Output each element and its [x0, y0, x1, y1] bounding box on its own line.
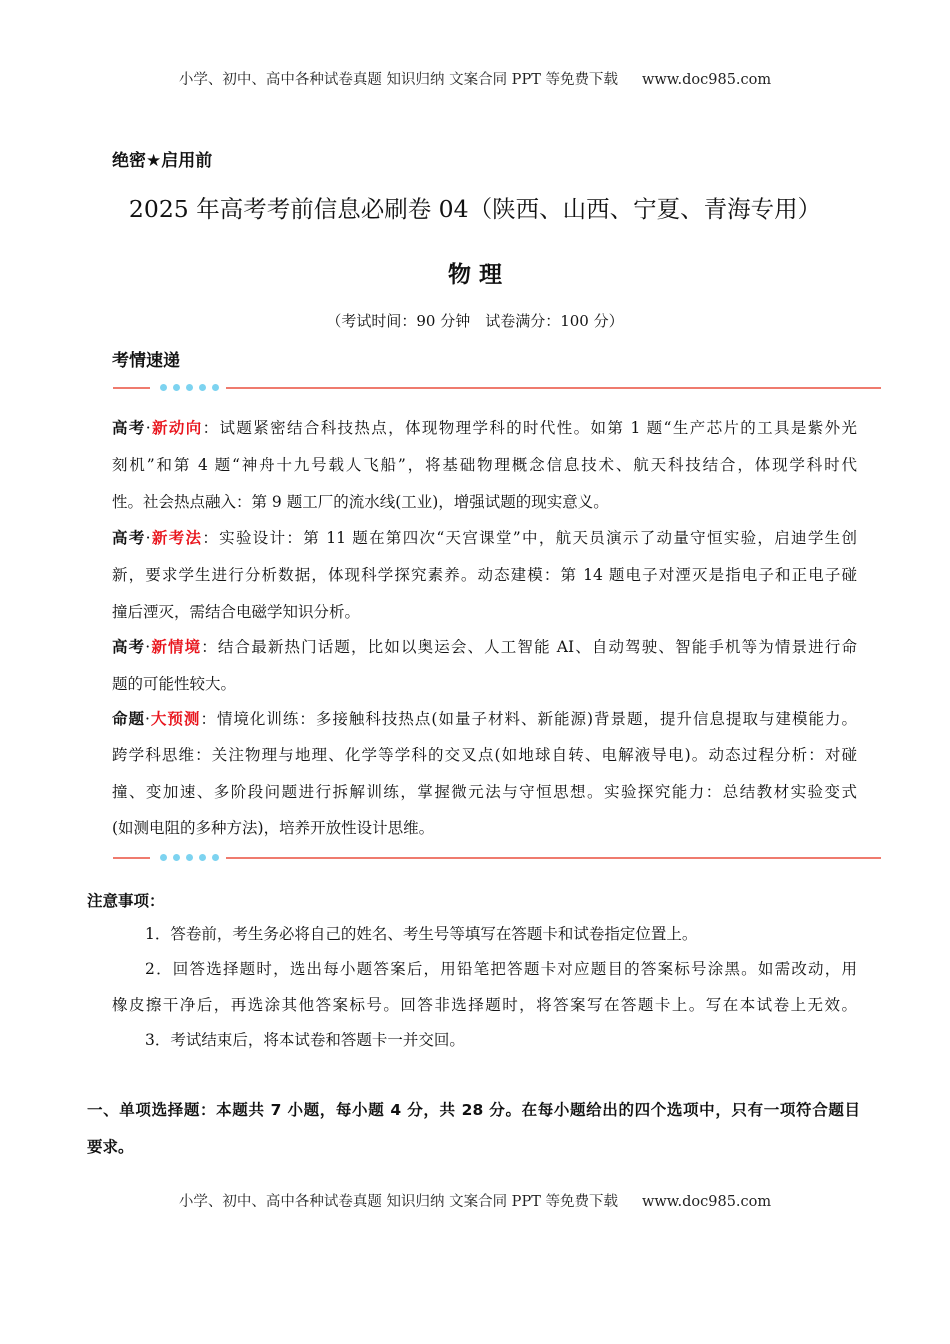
section-title: 考情速递	[112, 351, 180, 371]
divider	[113, 387, 881, 389]
block-line: 撞后湮灭，需结合电磁学知识分析。	[112, 603, 361, 621]
divider	[113, 857, 881, 859]
page-footer	[0, 1190, 950, 1211]
part1-heading: 要求。	[87, 1138, 134, 1156]
page-header	[0, 68, 950, 89]
block-line: 高考·新动向：试题紧密结合科技热点，体现物理学科的时代性。如第 1 题“生产芯片的工具是紫外光	[112, 419, 857, 437]
notice-title: 注意事项：	[87, 892, 165, 910]
block-line: 高考·新情境：结合最新热门话题，比如以奥运会、人工智能 AI、自动驾驶、智能手机等为情景进行命	[112, 638, 857, 656]
secret-label: 绝密★启用前	[112, 151, 213, 171]
exam-info: （考试时间：90 分钟 试卷满分：100 分）	[326, 312, 624, 330]
notice-item: 3．考试结束后，将本试卷和答题卡一并交回。	[145, 1031, 465, 1049]
exam-title: 2025 年高考考前信息必刷卷 04（陕西、山西、宁夏、青海专用）	[128, 195, 822, 223]
block-line: 跨学科思维：关注物理与地理、化学等学科的交叉点(如地球自转、电解液导电)。动态过程分析：对碰	[112, 746, 857, 764]
block-line: 新，要求学生进行分析数据，体现科学探究素养。动态建模：第 14 题电子对湮灭是指电子和正电子碰	[112, 566, 857, 584]
block-line: 题的可能性较大。	[112, 675, 237, 693]
footer-url[interactable]: www.doc985.com	[641, 1194, 772, 1210]
subject-title: 物 理	[447, 262, 502, 288]
block-line: 命题·大预测：情境化训练：多接触科技热点(如量子材料、新能源)背景题，提升信息提取与建模能力。	[112, 710, 857, 728]
block-line: (如测电阻的多种方法)，培养开放性设计思维。	[112, 819, 435, 837]
block-line: 刻机”和第 4 题“神舟十九号载人飞船”，将基础物理概念信息技术、航天科技结合，体现学科时代	[112, 456, 857, 474]
notice-item: 橡皮擦干净后，再选涂其他答案标号。回答非选择题时，将答案写在答题卡上。写在本试卷上无效。	[112, 996, 857, 1014]
notice-item: 1．答卷前，考生务必将自己的姓名、考生号等填写在答题卡和试卷指定位置上。	[145, 925, 698, 943]
notice-item: 2．回答选择题时，选出每小题答案后，用铅笔把答题卡对应题目的答案标号涂黑。如需改动，用	[145, 960, 857, 978]
block-line: 高考·新考法：实验设计：第 11 题在第四次“天宫课堂”中，航天员演示了动量守恒实验，启迪学生创	[112, 529, 857, 547]
header-url[interactable]: www.doc985.com	[641, 72, 772, 88]
block-line: 撞、变加速、多阶段问题进行拆解训练，掌握微元法与守恒思想。实验探究能力：总结教材实验变式	[112, 783, 857, 801]
header-text: 小学、初中、高中各种试卷真题 知识归纳 文案合同 PPT 等免费下载	[178, 72, 618, 88]
block-line: 性。社会热点融入：第 9 题工厂的流水线(工业)，增强试题的现实意义。	[112, 493, 609, 511]
footer-text: 小学、初中、高中各种试卷真题 知识归纳 文案合同 PPT 等免费下载	[178, 1194, 618, 1210]
part1-heading: 一、单项选择题：本题共 7 小题，每小题 4 分，共 28 分。在每小题给出的四个选项中，只有一项符合题目	[87, 1101, 860, 1119]
